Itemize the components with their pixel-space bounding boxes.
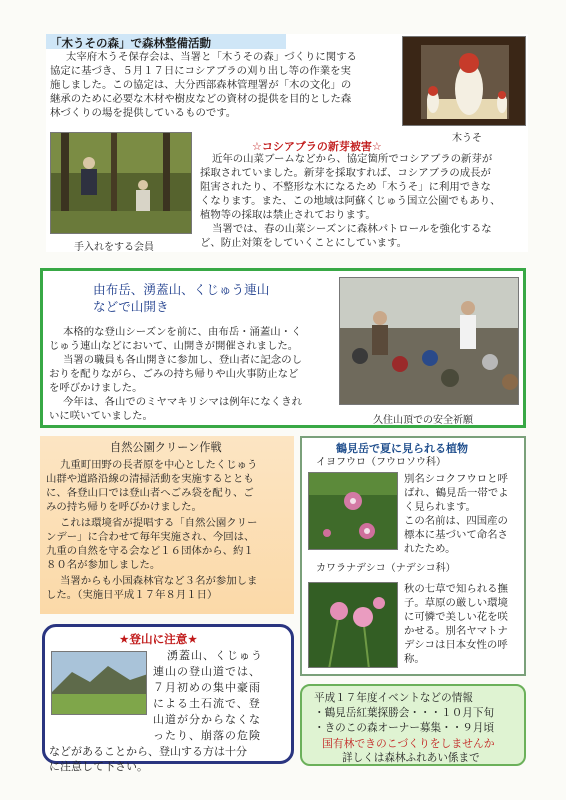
body-line: 阻害されたり、不整形な木になるため「木うそ」に利用できな (200, 181, 491, 193)
body-line: 子。草原の厳しい環境 (404, 597, 508, 609)
body-line: 山群や道路沿線の清掃活動を実施するととも (46, 473, 254, 485)
body-line: 九重町田野の長者原を中心としたくじゅう (60, 459, 258, 471)
body-line: かせる。別名ヤマトナ (404, 625, 508, 637)
body-line: おりを配りながら、ごみの持ち帰りや山火事防止など (49, 368, 299, 380)
body-line: いに咲いていました。 (49, 410, 153, 422)
body-line: ７月初めの集中豪雨 (153, 681, 261, 694)
body-line: ばれ、鶴見岳一帯でよ (404, 487, 509, 499)
mountain-photo (51, 651, 147, 715)
section-title: ★登山に注意★ (119, 632, 198, 646)
body-line: 称。 (404, 653, 425, 665)
body-line: ったり、崩落の危険 (153, 729, 261, 742)
photo-caption: 手入れをする会員 (74, 242, 154, 253)
body-line: 協定に基づき、５月１７日にコシアブラの刈り出し等の作業を実 (50, 65, 351, 77)
plant-name: イヨフウロ（フウロソウ科） (316, 457, 446, 468)
section-kiuso-forest (46, 34, 528, 252)
body-line: じゅう連山などにおいて、山開きが開催されました。 (49, 340, 299, 352)
event-item: ・きのこの森オーナー募集・・９月頃 (314, 722, 495, 734)
body-line: デシコは日本女性の呼 (404, 639, 508, 651)
body-line: ８０名が参加しました。 (46, 559, 161, 571)
body-line: 本格的な登山シーズンを前に、由布岳・涌蓋山・く (63, 326, 302, 338)
body-line: 九重の自然を守る会など１６団体から、約１ (46, 545, 254, 557)
section-tsurumi-plants (300, 436, 526, 676)
body-line: 湧蓋山、くじゅう (167, 649, 263, 662)
body-line: 当署からも小国森林官など３名が参加しま (60, 575, 258, 587)
body-line: などがあることから、登山する方は十分 (49, 745, 247, 758)
body-line: 採取されていました。新芽を採取すれば、コシアブラの成長が (200, 167, 491, 179)
body-line: 太宰府木うそ保存会は、当署と「木うその森」づくりに関する (66, 51, 357, 63)
body-line: 林づくりの場を提供しているものです。 (50, 107, 237, 119)
body-line: を呼びかけました。 (49, 382, 143, 394)
section-title: 自然公園クリーン作戦 (110, 441, 222, 454)
summit-photo (339, 277, 519, 405)
body-line: れたため。 (404, 543, 456, 555)
body-line: この名前は、四国産の (404, 515, 508, 527)
body-line: による土石流で、登 (153, 697, 261, 710)
body-line: く見られます。 (404, 501, 476, 513)
body-line: 近年の山菜ブームなどから、協定箇所でコシアブラの新芽が (212, 153, 493, 165)
body-line: 標本に基づいて命名さ (404, 529, 508, 541)
body-line: ンデー」に合わせて毎年実施され、今回は、 (46, 531, 255, 543)
events-contact: 詳しくは森林ふれあい係まで (342, 752, 480, 764)
body-line: 今年は、各山でのミヤマキリシマは例年になくきれ (63, 396, 302, 408)
iyofuuro-flower-image (309, 473, 398, 550)
section-title: 由布岳、湧蓋山、くじゅう連山 (93, 282, 270, 297)
section-title: などで山開き (93, 299, 169, 314)
summit-crowd-image (340, 278, 519, 405)
kiuso-photo (402, 36, 526, 126)
section-title: 鶴見岳で夏に見られる植物 (336, 442, 468, 455)
mountain-landscape-image (52, 652, 147, 715)
body-line: 当署の職員も各山開きに参加し、登山者に記念のし (63, 354, 302, 366)
body-line: 山道が分からなくな (153, 713, 261, 726)
body-line: に可憐で美しい花を咲 (404, 611, 508, 623)
body-line: ど、防止対策をしていくことにしています。 (200, 237, 407, 249)
events-title: 平成１７年度イベントなどの情報 (314, 692, 473, 704)
body-line: これは環境省が提唱する「自然公園クリー (60, 517, 258, 529)
forest-work-image (51, 133, 192, 234)
body-line: くなります。また、この地域は阿蘇くじゅう国立公園でもあり、 (200, 195, 501, 207)
body-line: した。（実施日平成１７年８月１日） (46, 589, 218, 601)
body-line: 当署では、春の山菜シーズンに森林パトロールを強化するな (212, 223, 492, 235)
body-line: に、各登山口では登山者へごみ袋を配り、ご (46, 487, 254, 499)
plant-name: カワラナデシコ（ナデシコ科） (316, 563, 456, 574)
body-line: 継承のために必要な木材や樹皮などの資材の提供を目的とした森 (50, 93, 352, 105)
sub-heading: ☆コシアブラの新芽被害☆ (252, 140, 382, 153)
event-item: ・鶴見岳紅葉探勝会・・・１０月下旬 (314, 707, 495, 719)
iyofuuro-photo (308, 472, 398, 550)
body-line: に注意して下さい。 (49, 760, 148, 773)
kawaranadeshiko-photo (308, 582, 398, 668)
members-photo (50, 132, 192, 234)
section-events-info (300, 684, 526, 766)
body-line: 施しました。この協定は、大分西部森林管理署が「木の文化」の (50, 79, 352, 91)
kiuso-figure-image (403, 37, 526, 126)
body-line: 植物等の採取は禁止されております。 (200, 209, 376, 221)
body-line: 連山の登山道では、 (153, 665, 261, 678)
body-line: 別名シコクフウロと呼 (404, 473, 508, 485)
section-title: 「木うその森」で森林整備活動 (50, 36, 211, 50)
photo-caption: 久住山頂での安全祈願 (373, 415, 473, 426)
section-mountain-opening (40, 268, 526, 428)
section-clean-operation (40, 436, 294, 614)
body-line: 秋の七草で知られる撫 (404, 583, 508, 595)
section-climbing-caution (42, 624, 294, 773)
photo-caption: 木うそ (452, 133, 482, 144)
events-highlight: 国有林できのこづくりをしませんか (322, 737, 495, 750)
body-line: みの持ち帰りを呼びかけました。 (46, 501, 202, 513)
nadeshiko-flower-image (309, 583, 398, 668)
